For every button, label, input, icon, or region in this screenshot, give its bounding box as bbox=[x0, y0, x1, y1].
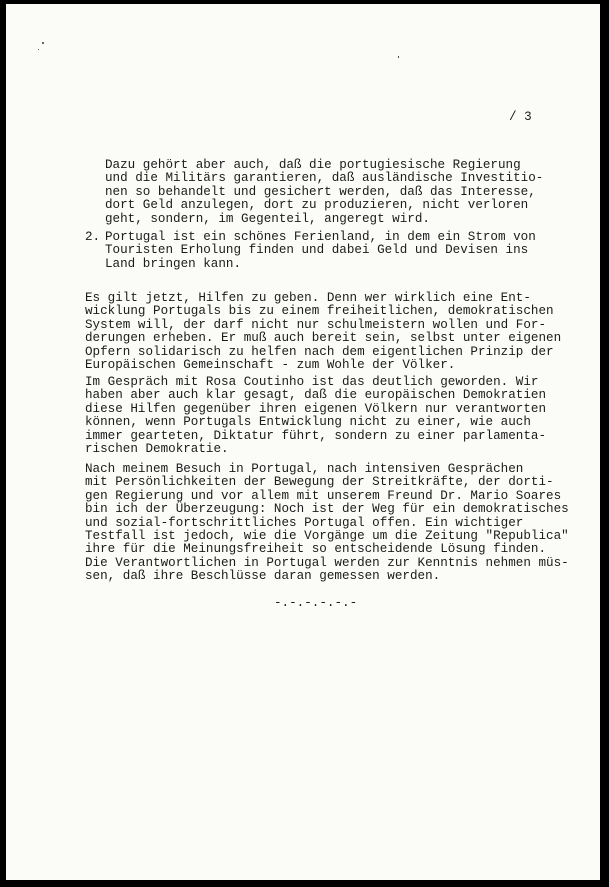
document-page bbox=[6, 4, 600, 880]
paragraph-visit-conclusion: Nach meinem Besuch in Portugal, nach intensiven Gesprächen mit Persönlichkeiten der Bewegung der Streitkräfte, der dorti- gen Regierung und vor allem mit unserem Freund Dr. Mario Soares bin ich der Überzeugung: Noch ist der Weg für ein demokratisches und sozial-fortschrittliches Portugal offen. Ein wichtiger Testfall ist jedoch, wie die Vorgänge um die Zeitung "Republica" ihre für die Meinungsfreiheit so entscheidende Lösung finden. Die Verantwortlichen in Portugal werden zur Kenntnis nehmen müs- sen, daß ihre Beschlüsse daran gemessen werden. bbox=[85, 462, 569, 584]
page-number: / 3 bbox=[509, 110, 532, 124]
paragraph-help-now: Es gilt jetzt, Hilfen zu geben. Denn wer wirklich eine Ent- wicklung Portugals bis zu einem freiheitlichen, demokratischen System will, der darf nicht nur schulmeistern wollen und For- derungen erheben. Er muß auch bereit sein, selbst unter eigenen Opfern solidarisch zu helfen nach dem eigentlichen Prinzip der Europäischen Gemeinschaft - zum Wohle der Völker. bbox=[85, 291, 562, 373]
closing-separator: -.-.-.-.-.- bbox=[274, 596, 358, 610]
scan-speck bbox=[42, 42, 44, 44]
scan-speck bbox=[38, 49, 39, 50]
scan-speck bbox=[398, 56, 399, 58]
list-item-tourism: Portugal ist ein schönes Ferienland, in dem ein Strom von Touristen Erholung finden und dabei Geld und Devisen ins Land bringen kann. bbox=[105, 230, 536, 271]
paragraph-investment-guarantees: Dazu gehört aber auch, daß die portugiesische Regierung und die Militärs garantieren, daß ausländische Investitio- nen so behandelt und gesichert werden, daß das Interesse, dort Geld anzulegen, dort zu produzieren, nicht verloren geht, sondern, im Gegenteil, angeregt wird. bbox=[105, 158, 544, 226]
list-item-number: 2. bbox=[85, 230, 101, 244]
paragraph-rosa-coutinho: Im Gespräch mit Rosa Coutinho ist das deutlich geworden. Wir haben aber auch klar gesagt, daß die europäischen Demokratien diese Hilfen gegenüber ihren eigenen Völkern nur verantworten können, wenn Portugals Entwicklung nicht zu einer, wie auch immer gearteten, Diktatur führt, sondern zu einer parlamenta- rischen Demokratie. bbox=[85, 375, 547, 457]
